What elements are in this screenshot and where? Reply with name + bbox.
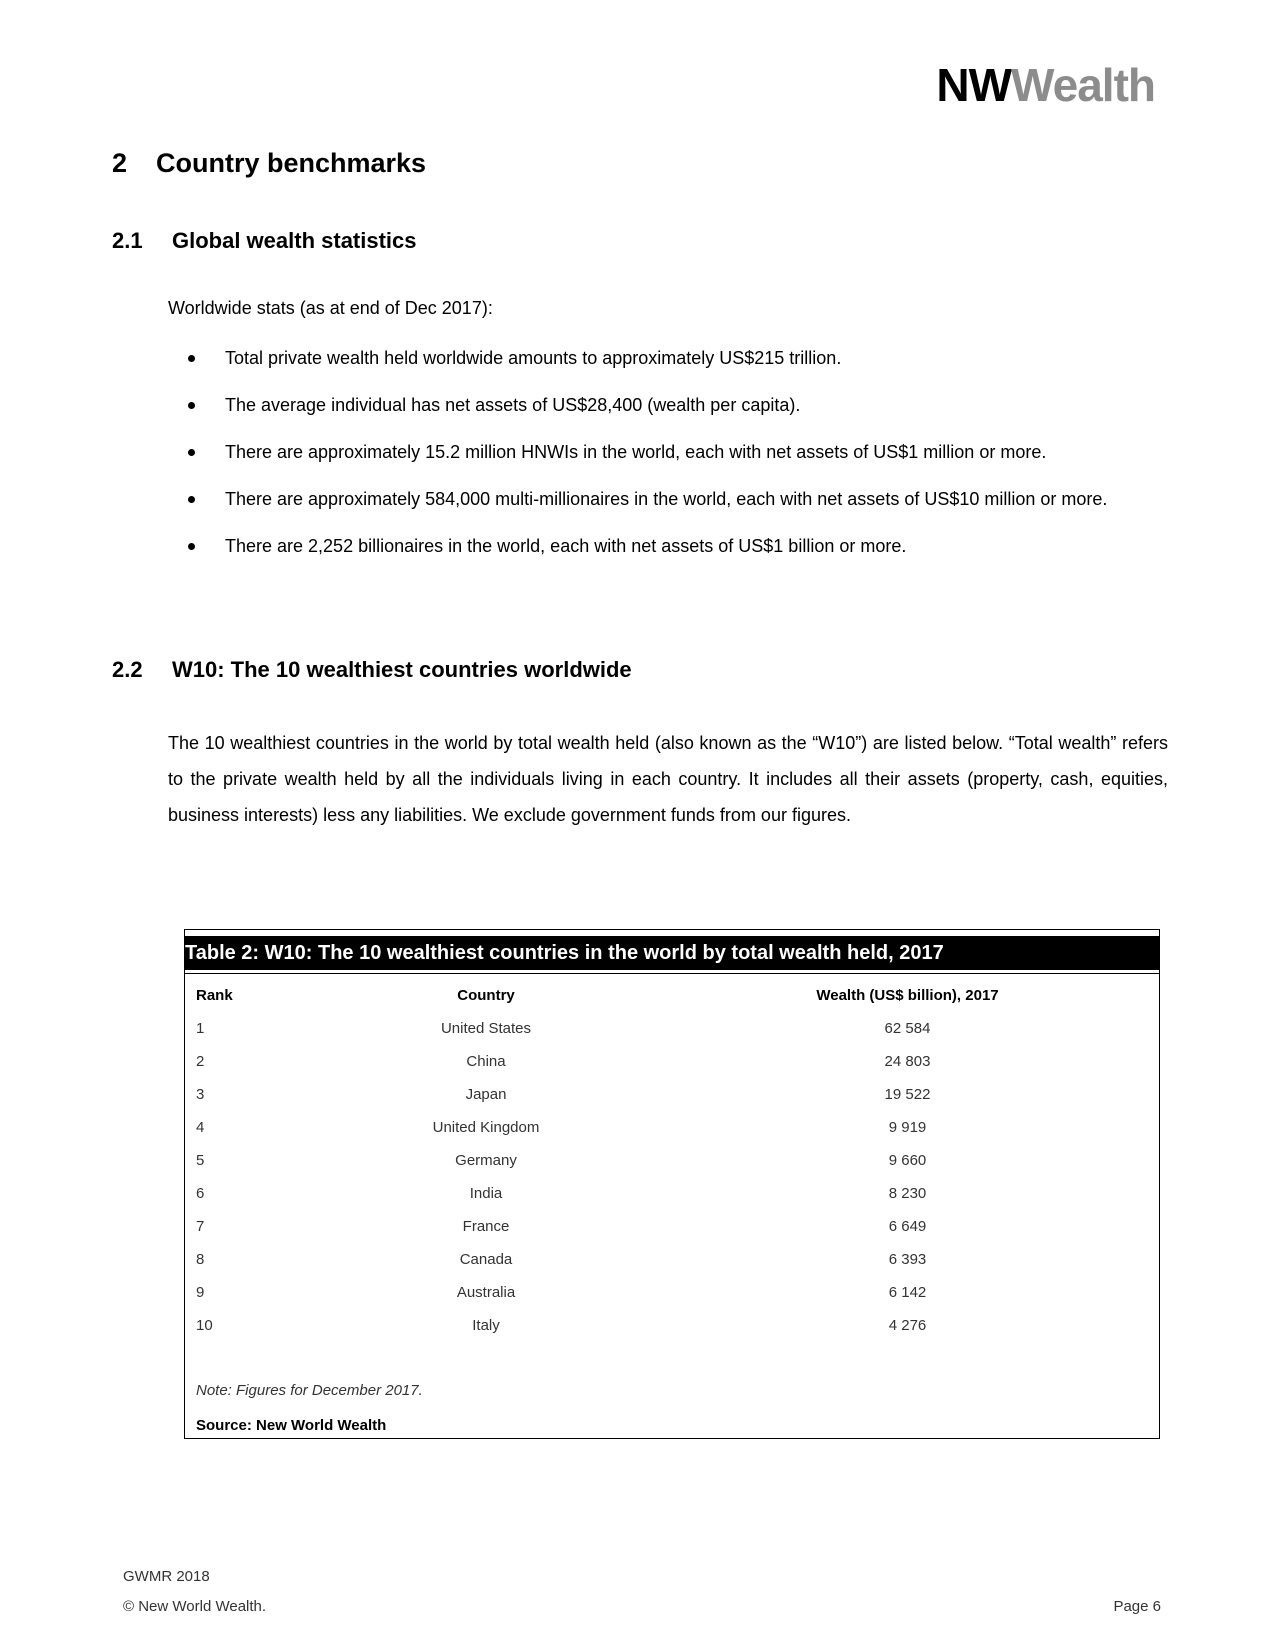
table-row [185,1045,1159,1078]
cell-rank: 7 [196,1218,205,1235]
cell-wealth: 4 276 [888,1317,927,1334]
subsection-title: Global wealth statistics [172,228,417,253]
cell-country: China [466,1053,506,1070]
section-number: 2 [112,148,128,178]
cell-country: Canada [459,1251,513,1268]
section-title: Country benchmarks [156,148,427,178]
bullet-text: Total private wealth held worldwide amounts to approximately US$215 trillion. [225,348,842,368]
table-row [185,1177,1159,1210]
subsection-number: 2.2 [112,657,143,682]
cell-rank: 6 [196,1185,205,1202]
subsection-heading-2-1 [112,228,417,254]
bullet-icon [188,496,195,503]
subsection-title: W10: The 10 wealthiest countries worldwide [172,657,632,682]
table-row [185,1309,1159,1342]
logo-wealth: Wealth [1011,59,1155,111]
bullet-item [168,481,1168,517]
table-note: Note: Figures for December 2017. [196,1382,423,1399]
bullet-item [168,528,1168,564]
subsection-heading-2-2 [112,657,632,683]
bullet-text: There are approximately 584,000 multi-millionaires in the world, each with net assets of US$10 million or more. [225,489,1108,509]
bullet-item [168,340,1168,376]
section-heading-2 [112,148,426,179]
table-row [185,1144,1159,1177]
brand-logo [936,59,1155,111]
header-wealth: Wealth (US$ billion), 2017 [816,986,999,1004]
bullet-icon [188,402,195,409]
logo-nw: NW [936,59,1012,111]
table-row [185,1012,1159,1045]
table-header-row [185,978,1159,1012]
footer-copyright: © New World Wealth. [123,1598,267,1615]
cell-country: United States [440,1020,532,1037]
header-rank: Rank [196,986,233,1004]
bullet-icon [188,543,195,550]
cell-wealth: 19 522 [884,1086,931,1103]
bullet-item [168,387,1168,423]
bullet-text: There are 2,252 billionaires in the world, each with net assets of US$1 billion or more. [225,536,907,556]
cell-country: Australia [456,1284,516,1301]
cell-rank: 9 [196,1284,205,1301]
cell-rank: 5 [196,1152,205,1169]
cell-rank: 3 [196,1086,205,1103]
wealth-table [185,978,1159,1342]
bullet-icon [188,449,195,456]
cell-country: Germany [455,1152,517,1169]
stats-intro: Worldwide stats (as at end of Dec 2017): [168,298,493,318]
table-title: Table 2: W10: The 10 wealthiest countries in the world by total wealth held, 2017 [185,936,1159,971]
cell-rank: 2 [196,1053,205,1070]
table-row [185,1243,1159,1276]
header-country: Country [457,986,515,1004]
cell-rank: 1 [196,1020,205,1037]
bullet-item [168,434,1168,470]
table-title-rule [185,973,1159,974]
table-source: Source: New World Wealth [196,1417,387,1434]
cell-country: India [469,1185,503,1202]
w10-table [184,929,1160,1439]
cell-rank: 8 [196,1251,205,1268]
cell-rank: 4 [196,1119,205,1136]
cell-wealth: 6 142 [888,1284,927,1301]
table-row [185,1078,1159,1111]
w10-paragraph: The 10 wealthiest countries in the world by total wealth held (also known as the “W10”) are listed below. “Total wealth” refers to the private wealth held by all the individuals living in each country. It includes all their assets (property, cash, equities, business interests) less any liabilities. We exclude government funds from our figures. [168,733,1168,825]
subsection-number: 2.1 [112,228,143,253]
cell-country: Japan [465,1086,507,1103]
cell-wealth: 6 393 [888,1251,927,1268]
table-row [185,1276,1159,1309]
bullet-text: There are approximately 15.2 million HNWIs in the world, each with net assets of US$1 million or more. [225,442,1047,462]
cell-wealth: 24 803 [884,1053,931,1070]
cell-country: Italy [472,1317,500,1334]
bullet-icon [188,355,195,362]
cell-country: United Kingdom [432,1119,540,1136]
stats-bullet-list [168,340,1168,575]
footer-report: GWMR 2018 [123,1568,210,1585]
table-row [185,1210,1159,1243]
bullet-text: The average individual has net assets of US$28,400 (wealth per capita). [225,395,801,415]
cell-rank: 10 [196,1317,213,1334]
cell-wealth: 8 230 [888,1185,927,1202]
footer-page-number: Page 6 [1113,1598,1161,1615]
cell-wealth: 62 584 [884,1020,931,1037]
table-row [185,1111,1159,1144]
cell-wealth: 9 919 [888,1119,927,1136]
cell-country: France [462,1218,510,1235]
cell-wealth: 6 649 [888,1218,927,1235]
cell-wealth: 9 660 [888,1152,927,1169]
